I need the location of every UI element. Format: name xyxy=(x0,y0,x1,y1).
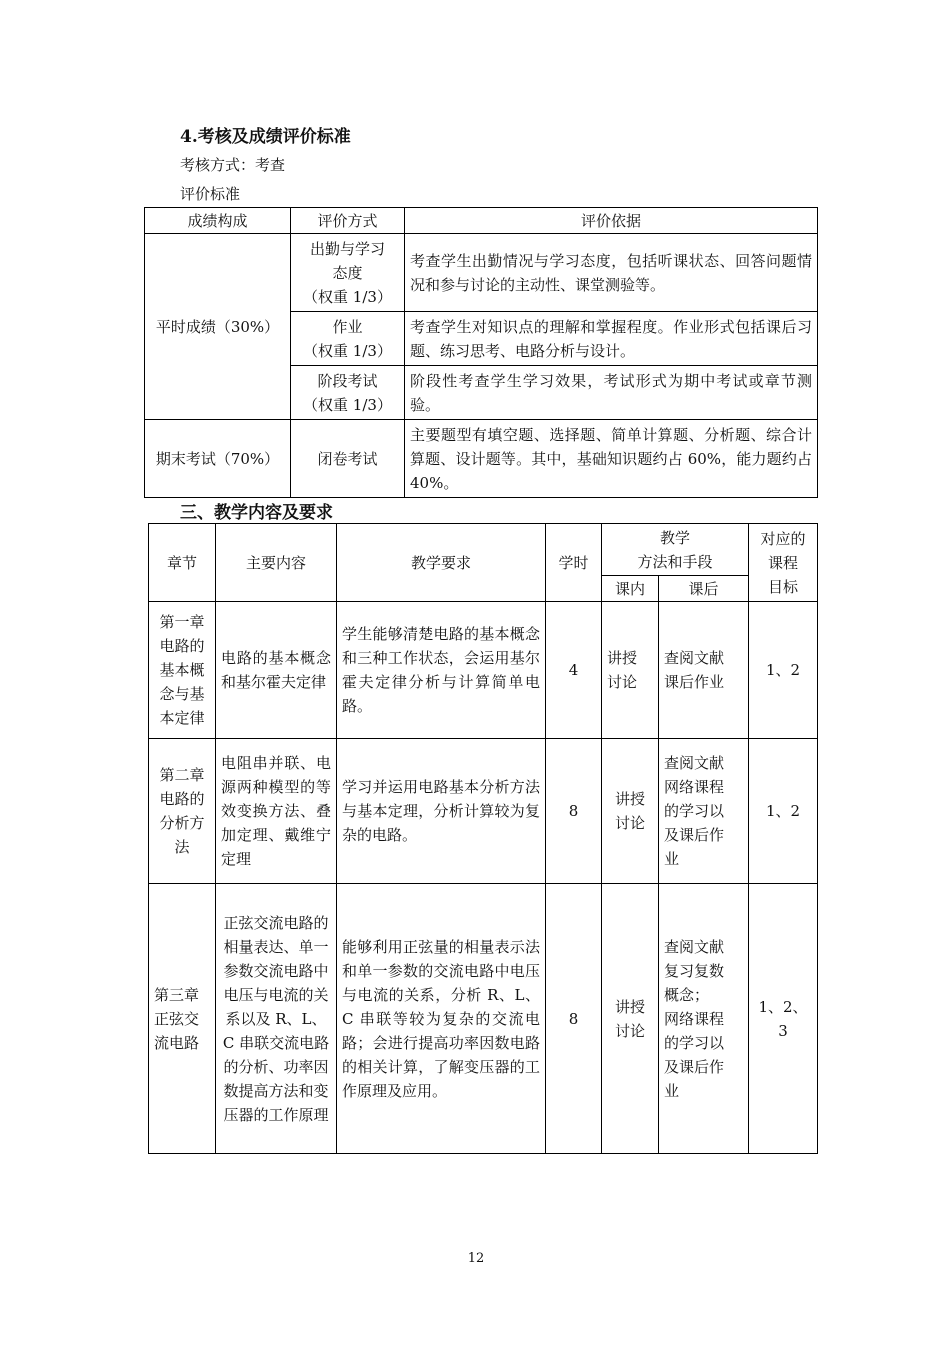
eval-method-homework: 作业 （权重 1/3） xyxy=(291,312,405,366)
eval-basis-stage-exam: 阶段性考查学生学习效果，考试形式为期中考试或章节测验。 xyxy=(405,366,818,420)
table-row-requirement: 能够利用正弦量的相量表示法和单一参数的交流电路中电压与电流的关系，分析 R、L、C 串联等较为复杂的交流电路；会进行提高功率因数电路的相关计算，了解变压器的工作原理及应用。 xyxy=(337,884,546,1154)
content-header-goals: 对应的 课程 目标 xyxy=(749,524,818,602)
content-header-requirement: 教学要求 xyxy=(337,524,546,602)
table-row-chapter: 第三章 正弦交 流电路 xyxy=(149,884,216,1154)
table-row-in-class: 讲授 讨论 xyxy=(602,739,659,884)
table-row-goals: 1、2 xyxy=(749,739,818,884)
content-header-main: 主要内容 xyxy=(216,524,337,602)
content-header-chapter: 章节 xyxy=(149,524,216,602)
table-row-chapter: 第一章 电路的 基本概 念与基 本定律 xyxy=(149,602,216,739)
content-header-hours: 学时 xyxy=(546,524,602,602)
section-heading-content: 三、教学内容及要求 xyxy=(180,503,333,523)
eval-basis-homework: 考查学生对知识点的理解和掌握程度。作业形式包括课后习题、练习思考、电路分析与设计。 xyxy=(405,312,818,366)
table-row-content: 正弦交流电路的相量表达、单一参数交流电路中电压与电流的关系以及 R、L、C 串联交流电路的分析、功率因数提高方法和变压器的工作原理 xyxy=(216,884,337,1154)
eval-basis-attendance: 考查学生出勤情况与学习态度，包括听课状态、回答问题情况和参与讨论的主动性、课堂测验等。 xyxy=(405,234,818,312)
page-number: 12 xyxy=(467,1251,485,1266)
eval-header-basis: 评价依据 xyxy=(405,208,818,234)
table-row-after-class: 查阅文献 复习复数 概念； 网络课程 的学习以 及课后作 业 xyxy=(659,884,749,1154)
table-row-in-class: 讲授 讨论 xyxy=(602,884,659,1154)
table-row-requirement: 学习并运用电路基本分析方法与基本定理，分析计算较为复杂的电路。 xyxy=(337,739,546,884)
table-row-goals: 1、2 xyxy=(749,602,818,739)
eval-component-regular: 平时成绩（30%） xyxy=(145,234,291,420)
eval-header-method: 评价方式 xyxy=(291,208,405,234)
eval-method-closed-book: 闭卷考试 xyxy=(291,420,405,498)
evaluation-table xyxy=(144,207,818,498)
table-row-hours: 8 xyxy=(546,884,602,1154)
eval-method-stage-exam: 阶段考试 （权重 1/3） xyxy=(291,366,405,420)
table-row-content: 电阻串并联、电源两种模型的等效变换方法、叠加定理、戴维宁定理 xyxy=(216,739,337,884)
eval-header-component: 成绩构成 xyxy=(145,208,291,234)
content-header-after-class: 课后 xyxy=(659,576,749,602)
assessment-method: 考核方式：考查 xyxy=(180,156,286,174)
table-row-content: 电路的基本概念和基尔霍夫定律 xyxy=(216,602,337,739)
eval-basis-final: 主要题型有填空题、选择题、简单计算题、分析题、综合计算题、设计题等。其中，基础知识题约占 60%，能力题约占 40%。 xyxy=(405,420,818,498)
section-heading-assessment: 4.考核及成绩评价标准 xyxy=(180,127,351,147)
table-row-goals: 1、2、3 xyxy=(749,884,818,1154)
content-header-methods: 教学 方法和手段 xyxy=(602,524,749,576)
content-header-in-class: 课内 xyxy=(602,576,659,602)
table-row-requirement: 学生能够清楚电路的基本概念和三种工作状态，会运用基尔霍夫定律分析与计算简单电路。 xyxy=(337,602,546,739)
table-row-after-class: 查阅文献 课后作业 xyxy=(659,602,749,739)
eval-method-attendance: 出勤与学习 态度 （权重 1/3） xyxy=(291,234,405,312)
eval-component-final: 期末考试（70%） xyxy=(145,420,291,498)
table-row-in-class: 讲授 讨论 xyxy=(602,602,659,739)
table-row-hours: 8 xyxy=(546,739,602,884)
table-row-hours: 4 xyxy=(546,602,602,739)
table-row-after-class: 查阅文献 网络课程 的学习以 及课后作 业 xyxy=(659,739,749,884)
table-row-chapter: 第二章 电路的 分析方 法 xyxy=(149,739,216,884)
teaching-content-table xyxy=(148,523,818,1154)
criteria-label: 评价标准 xyxy=(180,185,241,203)
